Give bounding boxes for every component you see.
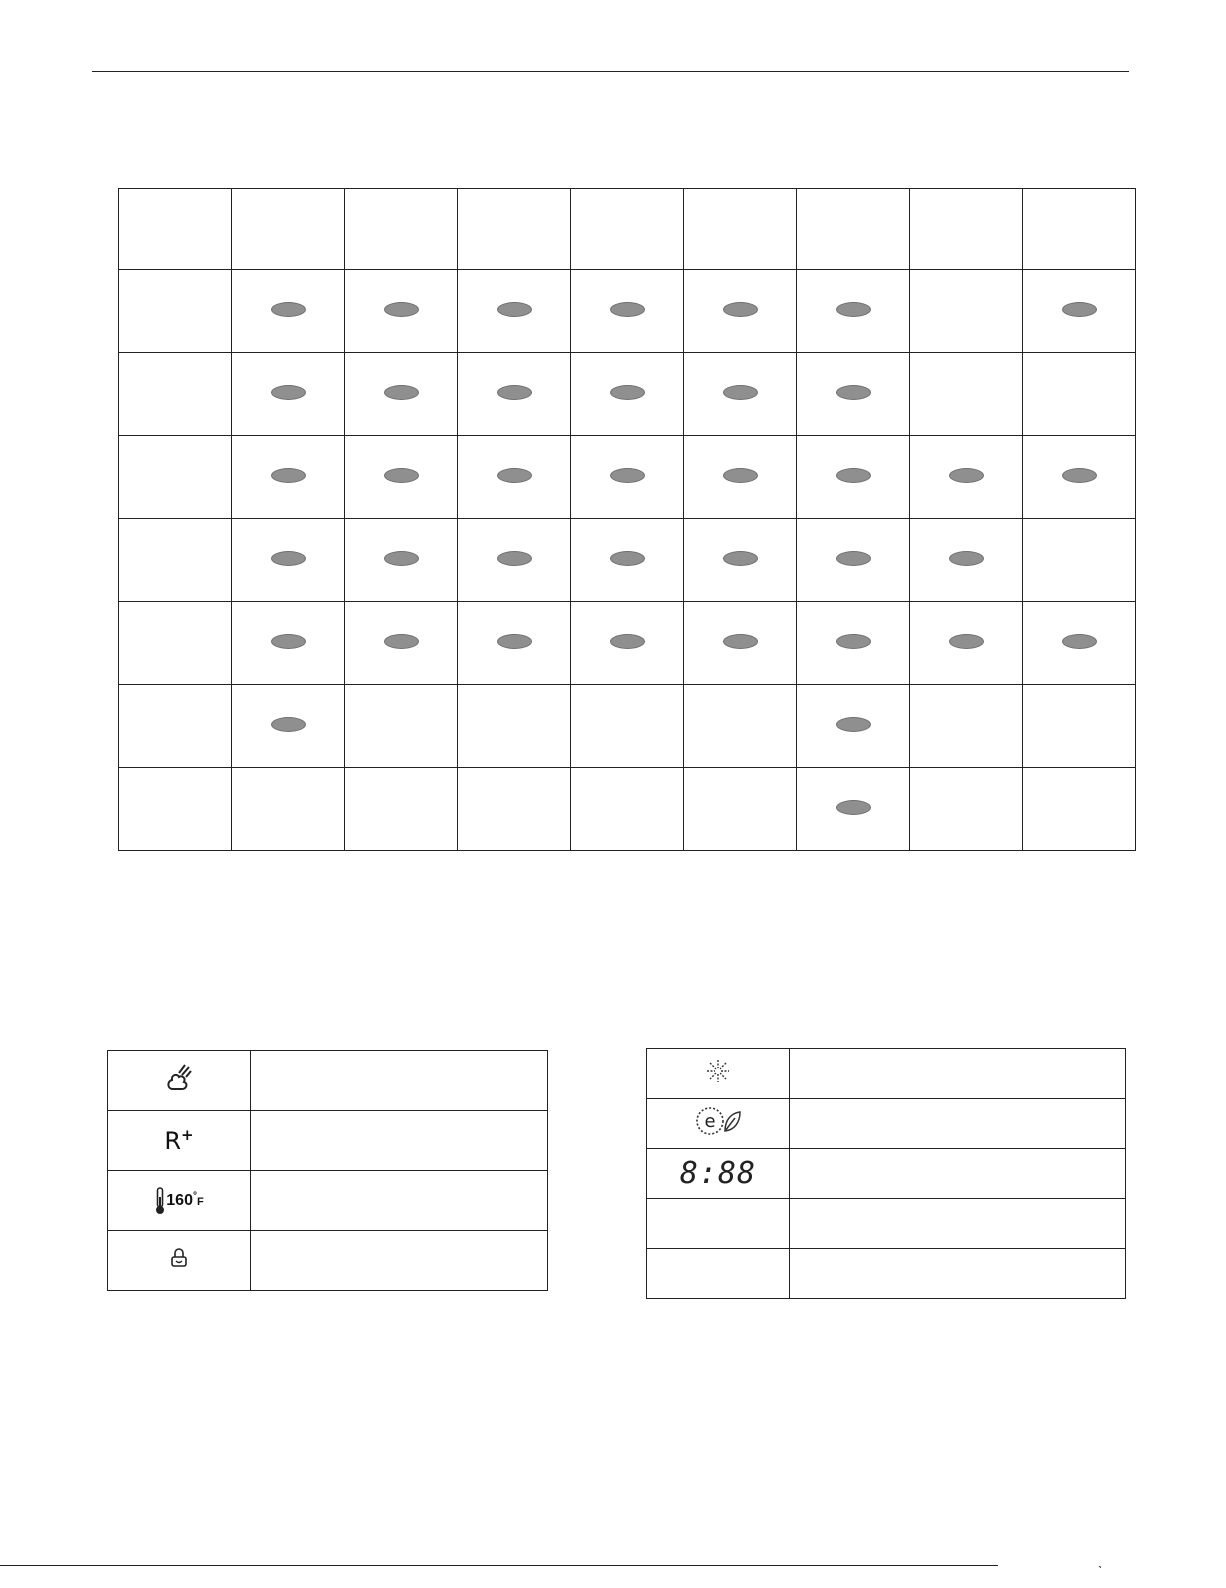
option-indicator-dot (949, 551, 984, 566)
option-indicator-dot (384, 385, 419, 400)
matrix-cell (571, 270, 684, 353)
legend-desc-cell (790, 1199, 1126, 1249)
footer-mark: ˎ (1098, 1552, 1103, 1568)
matrix-cell (684, 436, 797, 519)
option-indicator-dot (723, 385, 758, 400)
option-indicator-dot (836, 468, 871, 483)
option-indicator-dot (384, 551, 419, 566)
legend-desc-cell (251, 1111, 548, 1171)
matrix-cell (232, 436, 345, 519)
legend-icon-cell (647, 1149, 790, 1199)
matrix-cell (571, 436, 684, 519)
matrix-cell (684, 519, 797, 602)
matrix-cell (1023, 436, 1136, 519)
option-indicator-dot (497, 302, 532, 317)
matrix-cell (345, 353, 458, 436)
matrix-cell (910, 685, 1023, 768)
digital-display-icon: 8:88 (679, 1156, 757, 1191)
matrix-cell (345, 189, 458, 270)
matrix-cell (232, 685, 345, 768)
legend-row (647, 1149, 1126, 1199)
option-indicator-dot (723, 551, 758, 566)
matrix-cell (458, 602, 571, 685)
matrix-row (119, 768, 1136, 851)
option-indicator-dot (836, 302, 871, 317)
legend-row (108, 1051, 548, 1111)
steam-icon (165, 1063, 193, 1093)
matrix-cell (119, 519, 232, 602)
matrix-row (119, 353, 1136, 436)
matrix-cell (1023, 768, 1136, 851)
legend-icon-cell (108, 1231, 251, 1291)
matrix-header-row (119, 189, 1136, 270)
matrix-row (119, 436, 1136, 519)
matrix-cell (910, 353, 1023, 436)
matrix-cell (910, 436, 1023, 519)
matrix-cell (684, 353, 797, 436)
matrix-cell (1023, 270, 1136, 353)
matrix-cell (571, 685, 684, 768)
option-indicator-dot (610, 551, 645, 566)
matrix-cell (458, 685, 571, 768)
option-indicator-dot (497, 468, 532, 483)
option-indicator-dot (271, 385, 306, 400)
matrix-cell (232, 189, 345, 270)
option-indicator-dot (610, 302, 645, 317)
svg-text:e: e (704, 1111, 716, 1132)
matrix-cell (910, 270, 1023, 353)
legend-table-left (107, 1050, 548, 1291)
matrix-cell (797, 685, 910, 768)
matrix-cell (119, 270, 232, 353)
matrix-cell (797, 189, 910, 270)
child-lock-icon (169, 1247, 189, 1269)
legend-icon-cell (647, 1099, 790, 1149)
matrix-cell (345, 768, 458, 851)
option-indicator-dot (836, 551, 871, 566)
matrix-cell (119, 602, 232, 685)
option-indicator-dot (1062, 634, 1097, 649)
option-indicator-dot (949, 634, 984, 649)
matrix-row (119, 685, 1136, 768)
matrix-cell (232, 270, 345, 353)
matrix-cell (119, 353, 232, 436)
option-indicator-dot (723, 468, 758, 483)
matrix-cell (232, 768, 345, 851)
matrix-cell (1023, 685, 1136, 768)
legend-icon-cell (647, 1249, 790, 1299)
matrix-cell (910, 189, 1023, 270)
matrix-cell (345, 436, 458, 519)
legend-row (108, 1111, 548, 1171)
eco-leaf-icon (692, 1105, 744, 1137)
option-indicator-dot (271, 468, 306, 483)
legend-icon-cell (108, 1171, 251, 1231)
legend-desc-cell (790, 1099, 1126, 1149)
matrix-cell (910, 602, 1023, 685)
matrix-cell (345, 519, 458, 602)
matrix-row (119, 602, 1136, 685)
option-indicator-dot (610, 634, 645, 649)
matrix-cell (119, 189, 232, 270)
matrix-row (119, 270, 1136, 353)
footer-rule (0, 1565, 998, 1566)
legend-row (647, 1099, 1126, 1149)
matrix-cell (345, 270, 458, 353)
legend-icon-cell (647, 1199, 790, 1249)
matrix-cell (571, 353, 684, 436)
legend-row (647, 1199, 1126, 1249)
option-indicator-dot (497, 385, 532, 400)
matrix-cell (797, 602, 910, 685)
matrix-cell (797, 353, 910, 436)
matrix-cell (458, 270, 571, 353)
legend-desc-cell (790, 1249, 1126, 1299)
legend-desc-cell (790, 1149, 1126, 1199)
legend-icon-cell (647, 1049, 790, 1099)
option-indicator-dot (384, 468, 419, 483)
legend-row (108, 1231, 548, 1291)
matrix-cell (797, 519, 910, 602)
option-indicator-dot (610, 385, 645, 400)
option-indicator-dot (836, 800, 871, 815)
matrix-cell (571, 768, 684, 851)
option-indicator-dot (723, 634, 758, 649)
matrix-cell (1023, 602, 1136, 685)
option-indicator-dot (271, 634, 306, 649)
matrix-cell (797, 436, 910, 519)
matrix-row (119, 519, 1136, 602)
legend-row (108, 1171, 548, 1231)
legend-desc-cell (251, 1231, 548, 1291)
option-indicator-dot (836, 717, 871, 732)
option-indicator-dot (1062, 302, 1097, 317)
matrix-cell (684, 685, 797, 768)
option-indicator-dot (271, 551, 306, 566)
matrix-cell (1023, 519, 1136, 602)
matrix-cell (684, 189, 797, 270)
thermometer-icon: 160°F (154, 1192, 203, 1209)
option-indicator-dot (271, 302, 306, 317)
matrix-cell (458, 768, 571, 851)
matrix-cell (1023, 189, 1136, 270)
matrix-cell (458, 189, 571, 270)
header-rule (92, 71, 1129, 72)
legend-row (647, 1049, 1126, 1099)
matrix-cell (797, 270, 910, 353)
matrix-cell (684, 602, 797, 685)
matrix-cell (458, 353, 571, 436)
matrix-cell (684, 768, 797, 851)
option-indicator-dot (497, 634, 532, 649)
legend-icon-cell (108, 1051, 251, 1111)
matrix-cell (232, 602, 345, 685)
matrix-cell (684, 270, 797, 353)
legend-row (647, 1249, 1126, 1299)
legend-desc-cell (251, 1171, 548, 1231)
legend-icon-cell (108, 1111, 251, 1171)
legend-desc-cell (790, 1049, 1126, 1099)
option-indicator-dot (836, 634, 871, 649)
matrix-cell (232, 353, 345, 436)
matrix-cell (119, 685, 232, 768)
matrix-cell (232, 519, 345, 602)
matrix-cell (119, 768, 232, 851)
matrix-cell (571, 519, 684, 602)
sparkle-icon (706, 1059, 730, 1083)
rinse-plus-icon: R+ (164, 1126, 194, 1155)
option-indicator-dot (610, 468, 645, 483)
matrix-cell (571, 189, 684, 270)
legend-table-right (646, 1048, 1126, 1299)
option-indicator-dot (384, 634, 419, 649)
matrix-cell (571, 602, 684, 685)
option-indicator-dot (1062, 468, 1097, 483)
option-indicator-dot (723, 302, 758, 317)
matrix-cell (345, 602, 458, 685)
option-indicator-dot (271, 717, 306, 732)
matrix-cell (458, 436, 571, 519)
matrix-cell (797, 768, 910, 851)
option-indicator-dot (497, 551, 532, 566)
matrix-cell (119, 436, 232, 519)
matrix-cell (1023, 353, 1136, 436)
option-indicator-dot (384, 302, 419, 317)
matrix-cell (458, 519, 571, 602)
option-indicator-dot (836, 385, 871, 400)
matrix-cell (345, 685, 458, 768)
cycle-option-matrix (118, 188, 1136, 851)
matrix-cell (910, 519, 1023, 602)
legend-desc-cell (251, 1051, 548, 1111)
matrix-cell (910, 768, 1023, 851)
option-indicator-dot (949, 468, 984, 483)
